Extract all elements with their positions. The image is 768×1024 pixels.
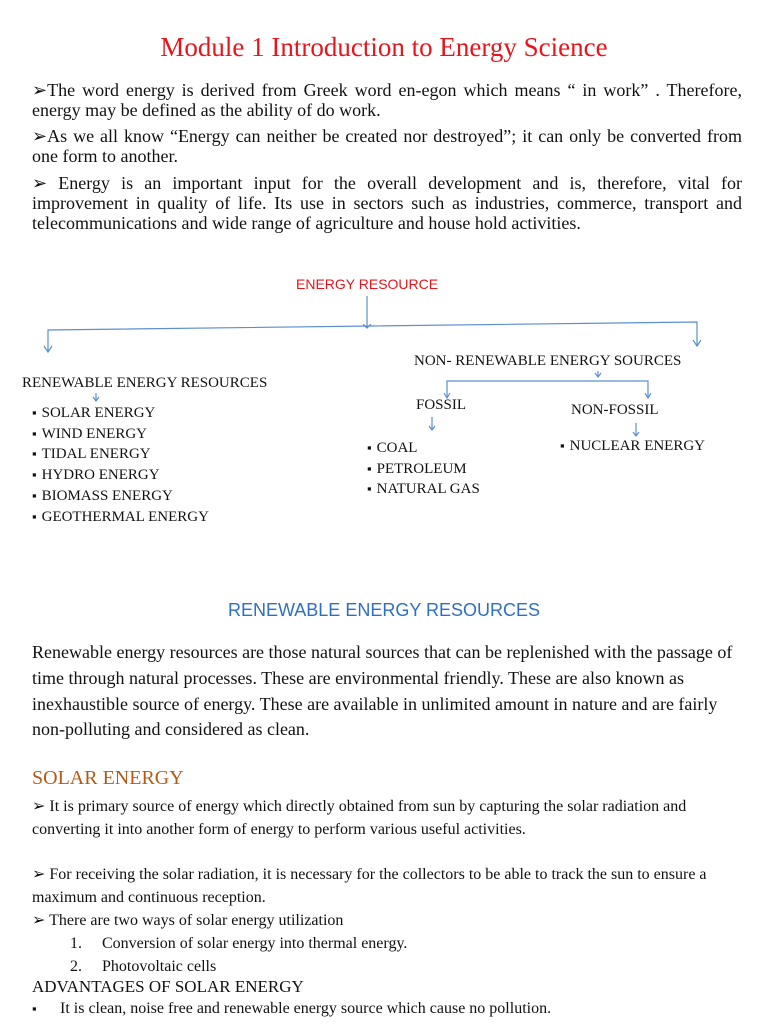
square-bullet-icon: ▪ xyxy=(32,1001,37,1016)
list-number: 2. xyxy=(70,958,82,975)
list-item: ▪ TIDAL ENERGY xyxy=(32,444,209,465)
renewable-label: RENEWABLE ENERGY RESOURCES xyxy=(22,375,268,391)
intro-text-2: As we all know “Energy can neither be created nor destroyed”; it can only be converted from one form to another. xyxy=(32,126,742,166)
page-title: Module 1 Introduction to Energy Science xyxy=(160,32,608,62)
advantages-heading: ADVANTAGES OF SOLAR ENERGY xyxy=(32,977,304,996)
advantage-item xyxy=(32,1000,551,1018)
intro-text-3: Energy is an important input for the overall development and is, therefore, vital for improvement in quality of life. Its use in sectors such as industries, commerce, transport and telecommunications and wide range of agriculture and house hold activities. xyxy=(32,173,742,233)
solar-heading: SOLAR ENERGY xyxy=(32,767,184,789)
list-item: ▪ NATURAL GAS xyxy=(367,479,480,500)
main-bracket xyxy=(48,322,697,352)
list-item xyxy=(70,955,407,978)
list-item: ▪ NUCLEAR ENERGY xyxy=(560,436,705,457)
list-text: Conversion of solar energy into thermal energy. xyxy=(102,935,408,952)
list-item: ▪ BIOMASS ENERGY xyxy=(32,486,209,507)
section-heading-renewable: RENEWABLE ENERGY RESOURCES xyxy=(227,600,541,620)
list-text: Photovoltaic cells xyxy=(102,958,217,975)
diagram-root-label: ENERGY RESOURCE xyxy=(296,276,439,292)
renewable-paragraph: Renewable energy resources are those natural sources that can be replenished with the passage of time through natural processes. These are environmental friendly. These are also known as inexhaustible source of energy. These are available in unlimited amount in nature and are fairly non-polluting and considered as clean. xyxy=(32,642,733,740)
list-item: ▪ GEOTHERMAL ENERGY xyxy=(32,507,209,528)
fossil-label: FOSSIL xyxy=(416,397,467,413)
nonrenewable-label: NON- RENEWABLE ENERGY SOURCES xyxy=(414,353,682,369)
advantage-text: It is clean, noise free and renewable energy source which cause no pollution. xyxy=(60,1000,552,1017)
solar-point-1: ➢ It is primary source of energy which directly obtained from sun by capturing the solar radiation and converting it into another form of energy to perform various useful activities. xyxy=(32,798,687,838)
list-item: ▪ HYDRO ENERGY xyxy=(32,465,209,486)
nonfossil-list xyxy=(560,436,705,457)
nonfossil-label: NON-FOSSIL xyxy=(571,402,659,418)
list-number: 1. xyxy=(70,935,82,952)
fossil-list xyxy=(367,438,480,500)
solar-point-2: ➢ For receiving the solar radiation, it is necessary for the collectors to be able to track the sun to ensure a maximum and continuous reception. xyxy=(32,866,707,906)
solar-ways-list xyxy=(70,932,407,978)
list-item: ▪ COAL xyxy=(367,438,480,459)
list-item: ▪ SOLAR ENERGY xyxy=(32,403,209,424)
solar-point-3: ➢ There are two ways of solar energy utilization xyxy=(32,912,344,929)
renewable-list xyxy=(32,403,209,527)
list-item xyxy=(70,932,407,955)
fossil-bracket xyxy=(447,381,648,398)
list-item: ▪ PETROLEUM xyxy=(367,459,480,480)
list-item: ▪ WIND ENERGY xyxy=(32,424,209,445)
intro-text-1: The word energy is derived from Greek word en-egon which means “ in work” . Therefore, energy may be defined as the ability of do work. xyxy=(32,80,742,120)
